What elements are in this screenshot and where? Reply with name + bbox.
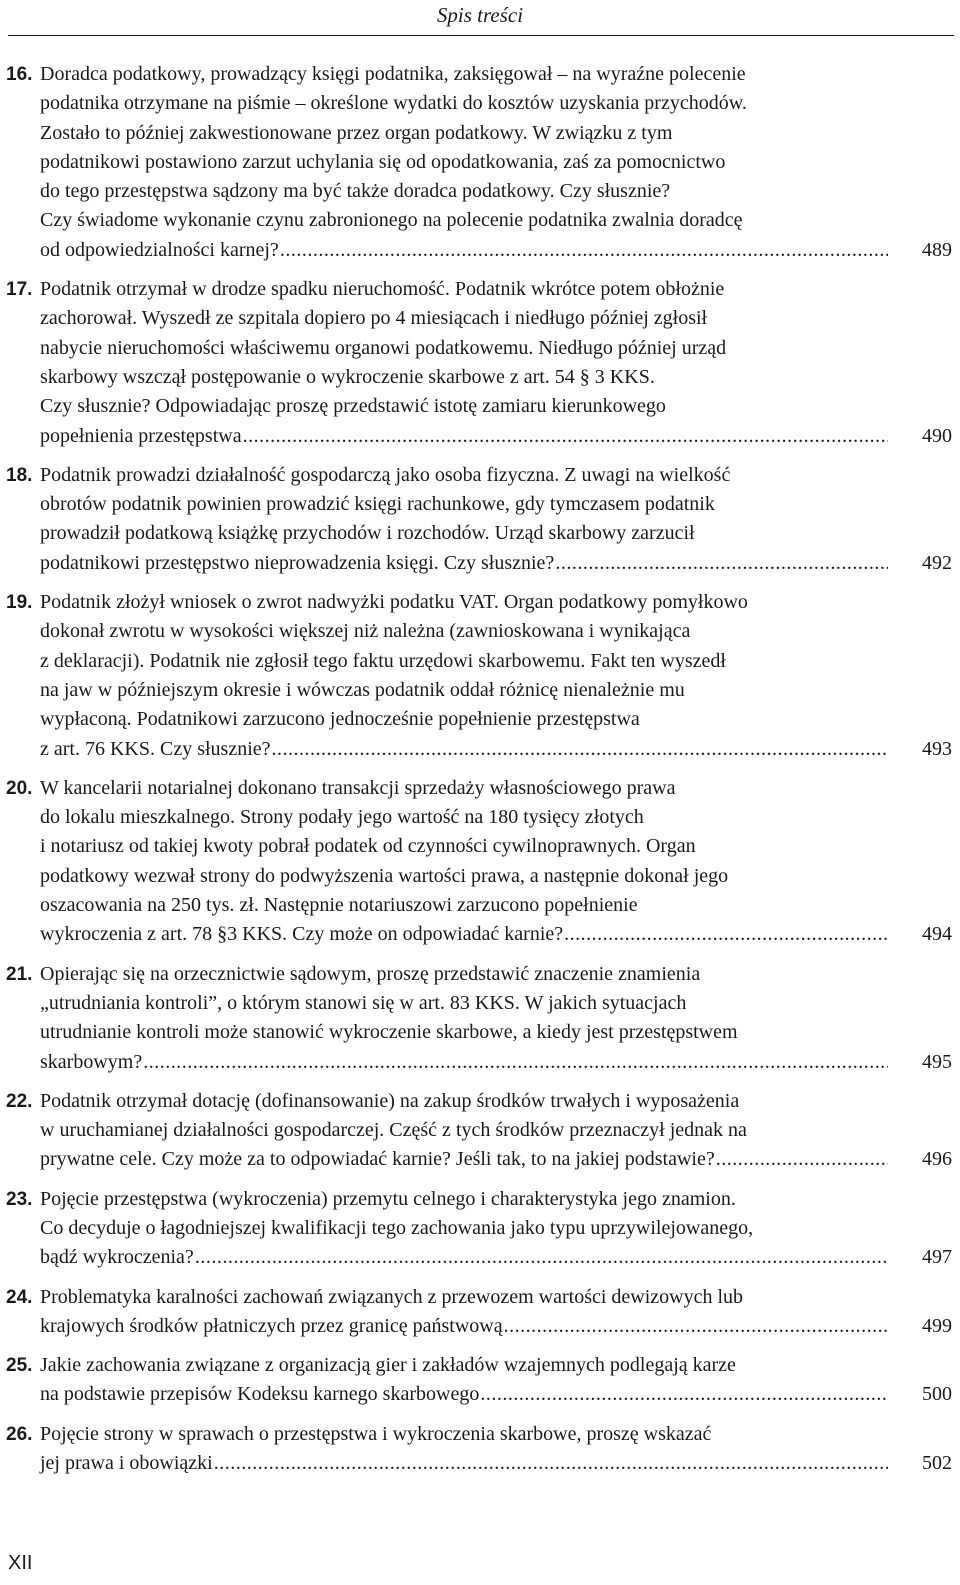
table-of-contents xyxy=(6,60,952,1488)
header-rule xyxy=(8,35,954,36)
entry-text-line: na jaw w późniejszym okresie i wówczas podatnik oddał różnicę nienależnie mu xyxy=(40,678,685,701)
entry-last-line xyxy=(40,1449,952,1478)
entry-last-line xyxy=(40,1145,952,1174)
dot-leader xyxy=(504,1312,888,1341)
entry-number: 25. xyxy=(6,1355,33,1377)
entry-text-line: z deklaracji). Podatnik nie zgłosił tego faktu urzędowi skarbowemu. Fakt ten wyszedł xyxy=(40,649,726,672)
entry-last-line xyxy=(40,735,952,764)
entry-text-line: bądź wykroczenia? xyxy=(40,1246,194,1269)
entry-text-line: na podstawie przepisów Kodeksu karnego skarbowego xyxy=(40,1383,480,1406)
entry-text-line: Jakie zachowania związane z organizacją gier i zakładów wzajemnych podlegają karze xyxy=(40,1354,736,1377)
page-number[interactable]: 500 xyxy=(922,1383,952,1406)
entry-text-line: podatnikowi przestępstwo nieprowadzenia księgi. Czy słusznie? xyxy=(40,551,555,574)
entry-last-line xyxy=(40,1380,952,1409)
toc-entry[interactable] xyxy=(6,1185,952,1273)
dot-leader xyxy=(195,1243,888,1272)
running-header: Spis treści xyxy=(436,3,524,27)
entry-text-line: wykroczenia z art. 78 §3 KKS. Czy może on odpowiadać karnie? xyxy=(40,923,564,946)
entry-last-line xyxy=(40,549,952,578)
entry-number: 22. xyxy=(6,1090,33,1112)
entry-text-line: prowadził podatkową książkę przychodów i rozchodów. Urząd skarbowy zarzucił xyxy=(40,522,695,545)
entry-text-line: skarbowym? xyxy=(40,1050,143,1073)
dot-leader xyxy=(480,1380,888,1409)
toc-entry[interactable] xyxy=(6,588,952,764)
entry-last-line xyxy=(40,422,952,451)
entry-text-line: podatnika otrzymane na piśmie – określone wydatki do kosztów uzyskania przychodów. xyxy=(40,92,747,115)
entry-number: 16. xyxy=(6,64,33,85)
dot-leader xyxy=(280,236,888,265)
toc-entry[interactable] xyxy=(6,960,952,1077)
entry-text-line: nabycie nieruchomości właściwemu organowi podatkowemu. Niedługo później urząd xyxy=(40,336,727,359)
page-number[interactable]: 492 xyxy=(922,551,952,574)
entry-text-line: skarbowy wszczął postępowanie o wykroczenie skarbowe z art. 54 § 3 KKS. xyxy=(40,365,655,388)
page-number[interactable]: 496 xyxy=(922,1148,952,1171)
entry-text-line: podatnikowi postawiono zarzut uchylania się od opodatkowania, zaś za pomocnictwo xyxy=(40,150,726,173)
dot-leader xyxy=(272,735,888,764)
entry-last-line xyxy=(40,920,952,949)
toc-entry[interactable] xyxy=(6,1283,952,1342)
page-number[interactable]: 502 xyxy=(922,1452,952,1475)
page-number[interactable]: 490 xyxy=(922,424,952,447)
page-number[interactable]: 495 xyxy=(922,1050,952,1073)
entry-text-line: popełnienia przestępstwa xyxy=(40,424,242,447)
entry-text-line: z art. 76 KKS. Czy słusznie? xyxy=(40,737,271,760)
entry-text-line: Doradca podatkowy, prowadzący księgi podatnika, zaksięgował – na wyraźne polecenie xyxy=(40,63,746,85)
entry-text-line: Podatnik prowadzi działalność gospodarczą jako osoba fizyczna. Z uwagi na wielkość xyxy=(40,463,731,486)
entry-number: 17. xyxy=(6,279,33,301)
entry-last-line xyxy=(40,1312,952,1341)
entry-last-line xyxy=(40,1243,952,1272)
toc-entry[interactable] xyxy=(6,60,952,265)
entry-text-line: utrudnianie kontroli może stanowić wykroczenie skarbowe, a kiedy jest przestępstwem xyxy=(40,1021,738,1044)
entry-text-line: Czy świadome wykonanie czynu zabronionego na polecenie podatnika zwalnia doradcę xyxy=(40,209,743,232)
page-number[interactable]: 497 xyxy=(922,1246,952,1269)
entry-text-line: Podatnik złożył wniosek o zwrot nadwyżki podatku VAT. Organ podatkowy pomyłkowo xyxy=(40,591,748,614)
entry-text-line: jej prawa i obowiązki xyxy=(40,1452,213,1475)
entry-number: 18. xyxy=(6,464,33,486)
page-number[interactable]: 489 xyxy=(922,238,952,261)
entry-text-line: prywatne cele. Czy może za to odpowiadać karnie? Jeśli tak, to na jakiej podstawie? xyxy=(40,1148,715,1171)
entry-number: 20. xyxy=(6,777,33,799)
page-number[interactable]: 493 xyxy=(922,737,952,760)
dot-leader xyxy=(555,549,888,578)
entry-text-line: Podatnik otrzymał w drodze spadku nieruchomość. Podatnik wkrótce potem obłożnie xyxy=(40,278,725,301)
entry-text-line: i notariusz od takiej kwoty pobrał podatek od czynności cywilnoprawnych. Organ xyxy=(40,835,696,858)
entry-text-line: zachorował. Wyszedł ze szpitala dopiero po 4 miesiącach i niedługo później zgłosił xyxy=(40,307,708,330)
entry-text-line: W kancelarii notarialnej dokonano transakcji sprzedaży własnościowego prawa xyxy=(40,776,676,799)
entry-last-line xyxy=(40,236,952,265)
dot-leader xyxy=(564,920,888,949)
entry-number: 23. xyxy=(6,1188,33,1210)
toc-entry[interactable] xyxy=(6,774,952,950)
toc-entry[interactable] xyxy=(6,275,952,451)
entry-text-line: oszacowania na 250 tys. zł. Następnie notariuszowi zarzucono popełnienie xyxy=(40,894,638,917)
entry-text-line: do lokalu mieszkalnego. Strony podały jego wartość na 180 tysięcy złotych xyxy=(40,806,644,829)
entry-number: 26. xyxy=(6,1423,33,1445)
toc-entry[interactable] xyxy=(6,1087,952,1175)
entry-text-line: od odpowiedzialności karnej? xyxy=(40,238,279,261)
entry-number: 19. xyxy=(6,592,33,614)
dot-leader xyxy=(716,1145,888,1174)
entry-text-line: do tego przestępstwa sądzony ma być także doradca podatkowy. Czy słusznie? xyxy=(40,180,671,203)
entry-number: 21. xyxy=(6,963,33,985)
entry-text-line: Zostało to później zakwestionowane przez organ podatkowy. W związku z tym xyxy=(40,121,673,144)
entry-text-line: Podatnik otrzymał dotację (dofinansowanie) na zakup środków trwałych i wyposażenia xyxy=(40,1089,740,1112)
entry-text-line: Pojęcie strony w sprawach o przestępstwa i wykroczenia skarbowe, proszę wskazać xyxy=(40,1422,712,1445)
entry-text-line: Problematyka karalności zachowań związanych z przewozem wartości dewizowych lub xyxy=(40,1285,744,1308)
entry-number: 24. xyxy=(6,1286,33,1308)
entry-text-line: podatkowy wezwał strony do podwyższenia wartości prawa, a następnie dokonał jego xyxy=(40,864,729,887)
entry-text-line: wypłaconą. Podatnikowi zarzucono jednocześnie popełnienie przestępstwa xyxy=(40,708,640,731)
dot-leader xyxy=(214,1449,888,1478)
entry-text-line: Opierając się na orzecznictwie sądowym, proszę przedstawić znaczenie znamienia xyxy=(40,962,701,985)
entry-text-line: Pojęcie przestępstwa (wykroczenia) przemytu celnego i charakterystyka jego znamion. xyxy=(40,1187,736,1210)
page-number[interactable]: 499 xyxy=(922,1314,952,1337)
toc-entry[interactable] xyxy=(6,1420,952,1479)
entry-text-line: obrotów podatnik powinien prowadzić księgi rachunkowe, gdy tymczasem podatnik xyxy=(40,493,715,516)
toc-entry[interactable] xyxy=(6,1351,952,1410)
dot-leader xyxy=(243,422,888,451)
entry-last-line xyxy=(40,1048,952,1077)
toc-entry[interactable] xyxy=(6,461,952,578)
entry-text-line: w uruchamianej działalności gospodarczej. Część z tych środków przeznaczył jednak na xyxy=(40,1119,747,1142)
page-number[interactable]: 494 xyxy=(922,923,952,946)
dot-leader xyxy=(143,1048,888,1077)
entry-text-line: „utrudniania kontroli”, o którym stanowi się w art. 83 KKS. W jakich sytuacjach xyxy=(40,991,687,1014)
entry-text-line: Co decyduje o łagodniejszej kwalifikacji tego zachowania jako typu uprzywilejowanego, xyxy=(40,1216,754,1239)
entry-text-line: dokonał zwrotu w wysokości większej niż należna (zawnioskowana i wynikająca xyxy=(40,620,691,643)
folio-page-number: XII xyxy=(8,1552,33,1574)
entry-text-line: Czy słusznie? Odpowiadając proszę przedstawić istotę zamiaru kierunkowego xyxy=(40,395,666,418)
entry-text-line: krajowych środków płatniczych przez granicę państwową xyxy=(40,1314,503,1337)
